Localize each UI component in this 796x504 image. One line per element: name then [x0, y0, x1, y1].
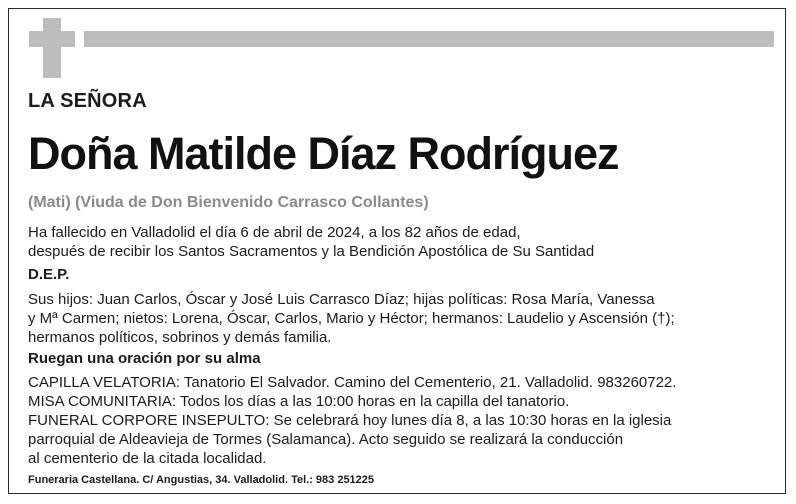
- dep-heading: D.E.P.: [28, 266, 70, 283]
- deceased-name: Doña Matilde Díaz Rodríguez: [28, 128, 619, 179]
- services-line: MISA COMUNITARIA: Todos los días a las 10:00 horas en la capilla del tanatorio.: [28, 393, 570, 410]
- header-bar: [84, 31, 774, 47]
- cross-icon-arm: [29, 31, 75, 47]
- family-paragraph: [28, 290, 778, 347]
- services-line: al cementerio de la citada localidad.: [28, 450, 267, 467]
- cross-icon: [43, 18, 61, 78]
- services-line: parroquial de Aldeavieja de Tormes (Salamanca). Acto seguido se realizará la conducción: [28, 431, 624, 448]
- services-paragraph: [28, 373, 778, 468]
- announcement-line: después de recibir los Santos Sacramentos y la Bendición Apostólica de Su Santidad: [28, 243, 595, 260]
- family-line: y Mª Carmen; nietos: Lorena, Óscar, Carlos, Mario y Héctor; hermanos: Laudelio y Ascensión (†);: [28, 310, 675, 327]
- prayer-heading: Ruegan una oración por su alma: [28, 350, 261, 367]
- subtitle: (Mati) (Viuda de Don Bienvenido Carrasco Collantes): [28, 194, 429, 211]
- family-line: hermanos políticos, sobrinos y demás familia.: [28, 329, 332, 346]
- services-line: FUNERAL CORPORE INSEPULTO: Se celebrará hoy lunes día 8, a las 10:30 horas en la iglesia: [28, 412, 672, 429]
- family-line: Sus hijos: Juan Carlos, Óscar y José Luis Carrasco Díaz; hijas políticas: Rosa María, Vanessa: [28, 291, 655, 308]
- announcement-line: Ha fallecido en Valladolid el día 6 de abril de 2024, a los 82 años de edad,: [28, 224, 521, 241]
- announcement-paragraph: [28, 223, 778, 261]
- funeral-home-footer: Funeraria Castellana. C/ Angustias, 34. Valladolid. Tel.: 983 251225: [28, 474, 375, 486]
- services-line: CAPILLA VELATORIA: Tanatorio El Salvador. Camino del Cementerio, 21. Valladolid. 983260722.: [28, 374, 677, 391]
- title-small: LA SEÑORA: [28, 90, 147, 112]
